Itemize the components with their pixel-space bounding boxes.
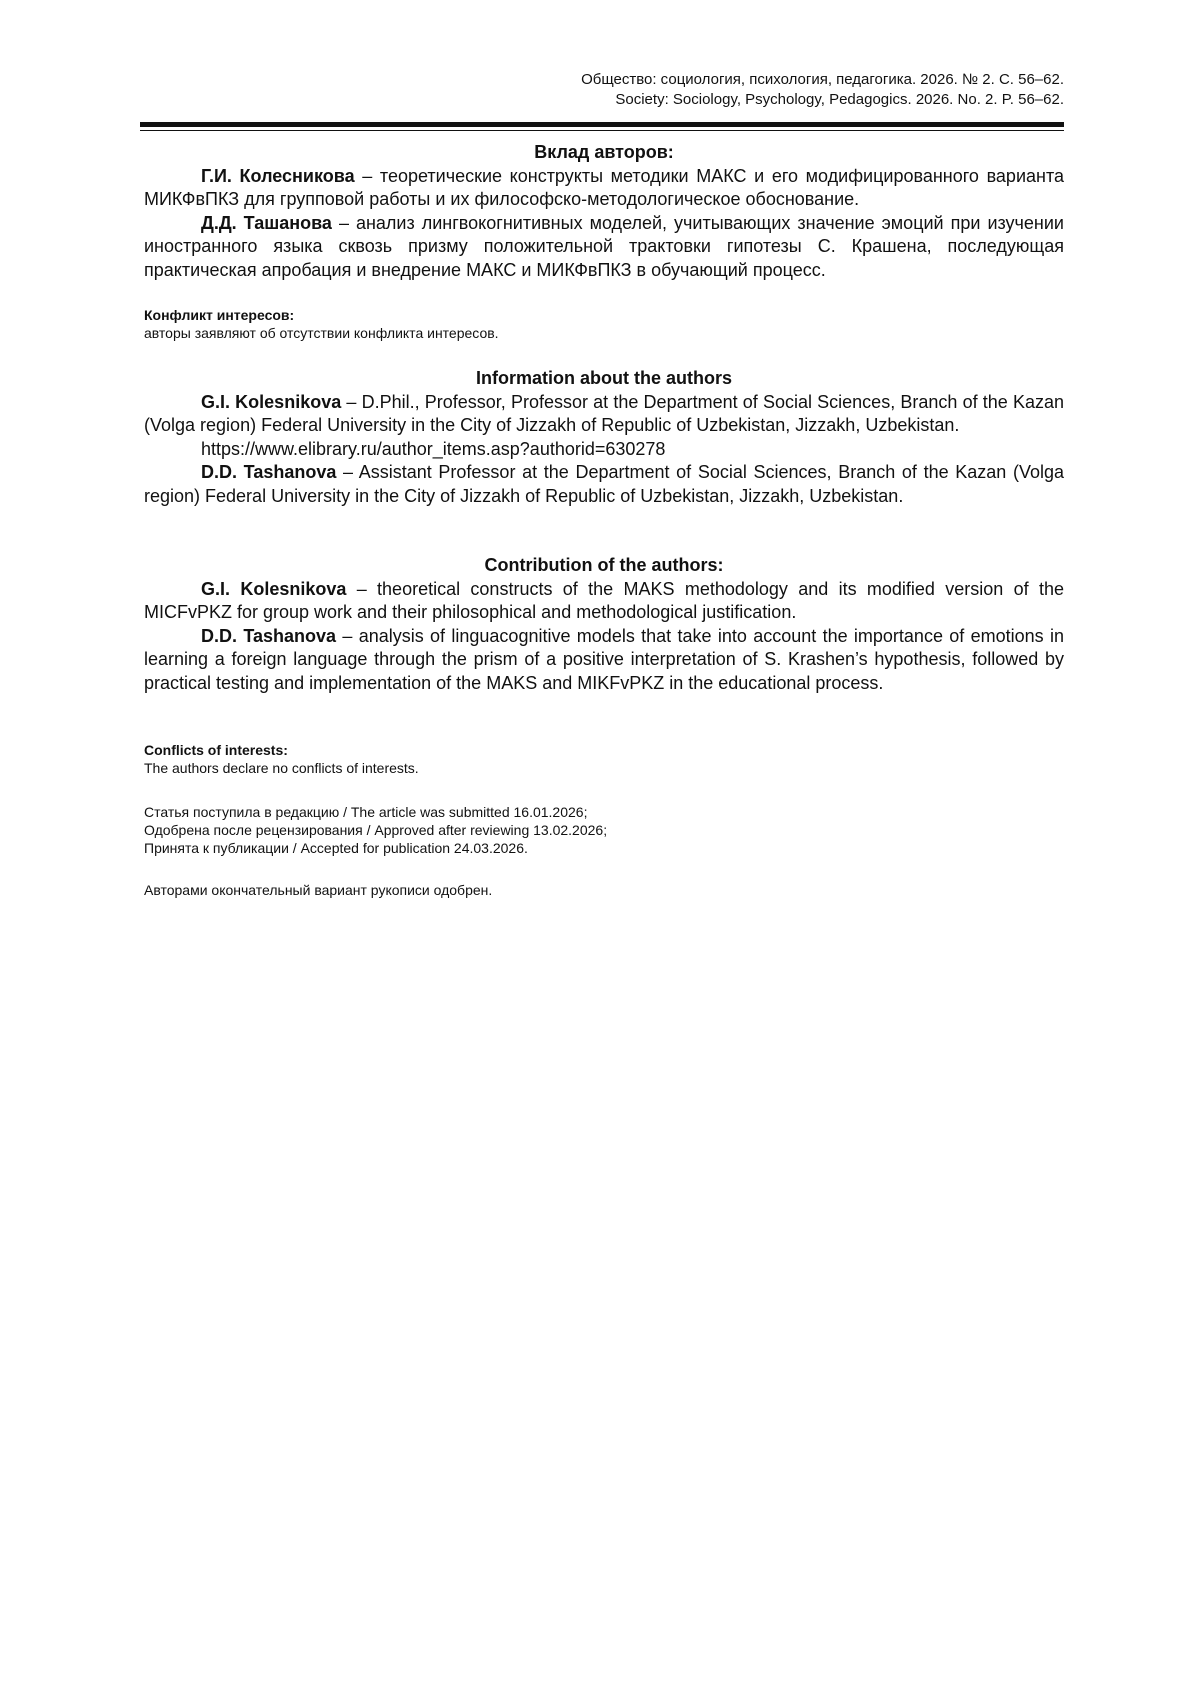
contribution-text: – теоретические конструкты методики МАКС и его модифицированного варианта МИКФвПКЗ для групповой работы и их философско-методологическое обоснование.: [144, 165, 1065, 209]
contribution-ru-title: Вклад авторов:: [534, 142, 674, 162]
author-info-entry: [144, 391, 1064, 438]
article-dates: [144, 803, 1064, 857]
author-name: G.I. Kolesnikova: [201, 578, 347, 599]
contribution-en-entry: [144, 625, 1064, 696]
final-note: Авторами окончательный вариант рукописи одобрен.: [144, 882, 493, 898]
conflict-en-title: Conflicts of interests:: [144, 742, 288, 758]
author-name: Д.Д. Ташанова: [201, 212, 332, 233]
author-info-entry: [144, 461, 1064, 508]
contribution-text: – анализ лингвокогнитивных моделей, учитывающих значение эмоций при изучении иностранного языка сквозь призму положительной трактовки гипотезы С. Крашена, последующая практическая апробация и внедрение МАКС и МИКФвПКЗ в обучающий процесс.: [144, 212, 1064, 280]
author-name: D.D. Tashanova: [201, 462, 337, 482]
author-profile-link[interactable]: [144, 438, 1064, 462]
authors-info-section: [144, 367, 1064, 508]
date-accepted: Принята к публикации / Accepted for publication 24.03.2026.: [144, 840, 528, 856]
author-info-text: – D.Phil., Professor, Professor at the Department of Social Sciences, Branch of the Kazan (Volga region) Federal University in the City of Jizzakh of Republic of Uzbekistan, Jizzakh, Uzbekistan.: [144, 391, 1064, 435]
contribution-ru-entry: [144, 165, 1064, 212]
header-rule-thin: [140, 130, 1064, 131]
final-note-section: [144, 881, 1064, 899]
author-name: Г.И. Колесникова: [201, 165, 355, 186]
conflict-ru-text: авторы заявляют об отсутствии конфликта интересов.: [144, 325, 499, 341]
contribution-en-title: Contribution of the authors:: [484, 555, 724, 575]
conflict-ru-title: Конфликт интересов:: [144, 307, 295, 323]
running-header: [144, 70, 1064, 110]
conflict-en-text: The authors declare no conflicts of interests.: [144, 760, 419, 776]
author-name: D.D. Tashanova: [201, 625, 337, 646]
date-approved: Одобрена после рецензирования / Approved after reviewing 13.02.2026;: [144, 822, 608, 838]
header-line-en: Society: Sociology, Psychology, Pedagogics. 2026. No. 2. P. 56–62.: [615, 91, 1064, 108]
contribution-en-entry: [144, 578, 1064, 625]
author-name: G.I. Kolesnikova: [201, 391, 342, 412]
author-info-text: – Assistant Professor at the Department of Social Sciences, Branch of the Kazan (Volga region) Federal University in the City of Jizzakh of Republic of Uzbekistan, Jizzakh, Uzbekistan.: [144, 462, 1065, 506]
contribution-en-section: [144, 554, 1064, 695]
header-rule-thick: [140, 122, 1064, 127]
date-submitted: Статья поступила в редакцию / The article was submitted 16.01.2026;: [144, 804, 588, 820]
header-line-ru: Общество: социология, психология, педагогика. 2026. № 2. С. 56–62.: [581, 71, 1064, 88]
contribution-ru-section: [144, 141, 1064, 282]
author-profile-url[interactable]: https://www.elibrary.ru/author_items.asp?authorid=630278: [201, 438, 666, 459]
authors-info-title: Information about the authors: [476, 368, 732, 388]
contribution-text: – analysis of linguacognitive models that take into account the importance of emotions in learning a foreign language through the prism of a positive interpretation of S. Krashen’s hypothesis, followed by practical testing and implementation of the MAKS and MIKFvPKZ in the educational process.: [144, 625, 1064, 693]
contribution-text: – theoretical constructs of the MAKS methodology and its modified version of the MICFvPKZ for group work and their philosophical and methodological justification.: [144, 578, 1064, 622]
conflict-ru-section: [144, 306, 1064, 342]
contribution-ru-entry: [144, 212, 1064, 283]
conflict-en-section: [144, 741, 1064, 777]
